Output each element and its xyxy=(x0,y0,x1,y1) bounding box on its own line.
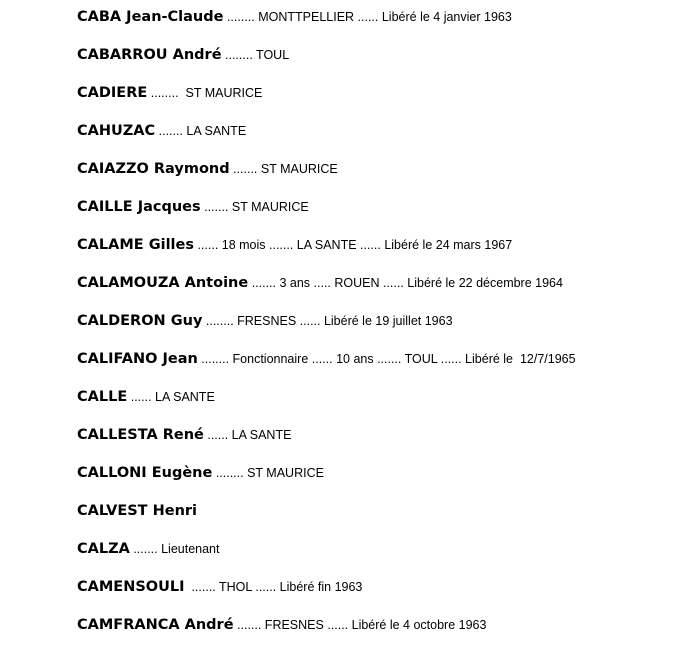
list-item xyxy=(77,235,512,255)
list-item xyxy=(77,501,197,521)
list-item xyxy=(77,7,512,27)
list-item xyxy=(77,273,563,293)
entry-details: ...... LA SANTE xyxy=(203,428,292,442)
list-item xyxy=(77,387,215,407)
entry-name: CAMFRANCA André xyxy=(77,617,234,633)
entry-details: ........ FRESNES ...... Libéré le 19 juillet 1963 xyxy=(202,314,453,328)
list-item xyxy=(77,159,338,179)
entry-name: CAILLE Jacques xyxy=(77,199,201,215)
entry-name: CABA Jean-Claude xyxy=(77,9,224,25)
list-item xyxy=(77,45,289,65)
entry-details: ...... LA SANTE xyxy=(127,390,215,404)
entry-name: CAMENSOULI xyxy=(77,579,185,595)
entry-name: CALVEST Henri xyxy=(77,503,198,519)
entry-name: CALIFANO Jean xyxy=(77,351,198,367)
entry-name: CABARROU André xyxy=(77,47,222,63)
list-item xyxy=(77,615,486,635)
entry-name: CAIAZZO Raymond xyxy=(77,161,230,177)
entry-name: CALAMOUZA Antoine xyxy=(77,275,249,291)
list-item xyxy=(77,121,246,141)
entry-details: ....... ST MAURICE xyxy=(200,200,309,214)
list-item xyxy=(77,83,262,103)
entry-name: CALAME Gilles xyxy=(77,237,194,253)
entry-details: ....... THOL ...... Libéré fin 1963 xyxy=(184,580,363,594)
entry-details: ....... 3 ans ..... ROUEN ...... Libéré le 22 décembre 1964 xyxy=(248,276,563,290)
entry-details: ...... 18 mois ....... LA SANTE ...... Libéré le 24 mars 1967 xyxy=(193,238,513,252)
entry-details: ........ ST MAURICE xyxy=(147,86,263,100)
list-item xyxy=(77,539,220,559)
list-item xyxy=(77,425,291,445)
entry-name: CADIERE xyxy=(77,85,148,101)
list-item xyxy=(77,311,453,331)
entry-name: CALLESTA René xyxy=(77,427,204,443)
entry-details: ........ TOUL xyxy=(221,48,290,62)
entry-details: ........ Fonctionnaire ...... 10 ans ....... TOUL ...... Libéré le 12/7/1965 xyxy=(197,352,576,366)
list-item xyxy=(77,197,309,217)
entry-name: CALLE xyxy=(77,389,128,405)
entry-details: ....... LA SANTE xyxy=(155,124,247,138)
entry-details: ....... ST MAURICE xyxy=(229,162,338,176)
list-item xyxy=(77,577,362,597)
entry-name: CALLONI Eugène xyxy=(77,465,213,481)
entry-details: ........ ST MAURICE xyxy=(212,466,324,480)
entry-details: ....... FRESNES ...... Libéré le 4 octobre 1963 xyxy=(233,618,487,632)
entry-name: CAHUZAC xyxy=(77,123,156,139)
list-item xyxy=(77,463,324,483)
entry-details: ....... Lieutenant xyxy=(129,542,220,556)
entry-details: ........ MONTTPELLIER ...... Libéré le 4 janvier 1963 xyxy=(223,10,512,24)
entry-name: CALZA xyxy=(77,541,130,557)
entry-name: CALDERON Guy xyxy=(77,313,203,329)
list-item xyxy=(77,349,576,369)
